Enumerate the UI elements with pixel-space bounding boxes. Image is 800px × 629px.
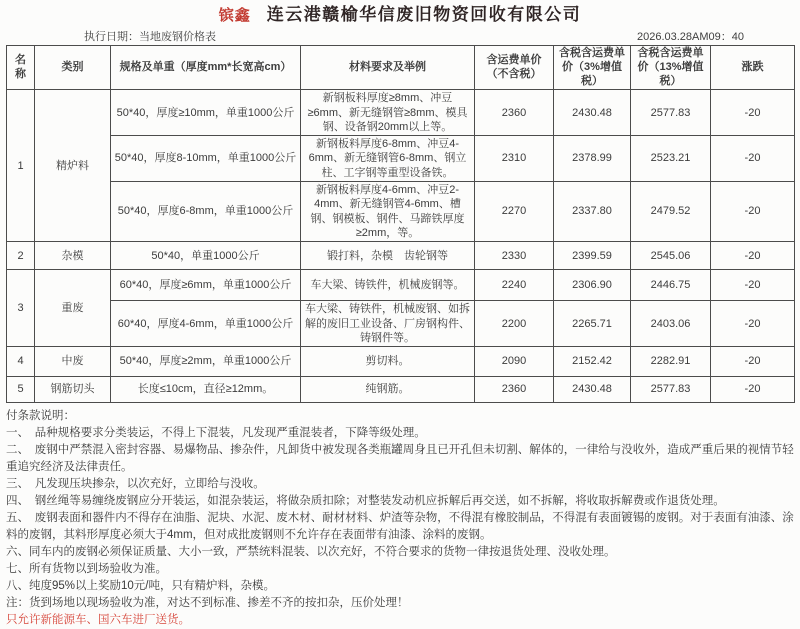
- material-cell: 锻打料，杂模 齿轮钢等: [301, 242, 475, 270]
- note-item-3: 三、 凡发现压块掺杂，以次充好，立即给与没收。: [6, 478, 265, 491]
- category-cell: 精炉料: [35, 90, 111, 242]
- material-cell: 新钢板料厚度6-8mm、冲豆4-6mm、新无缝钢管6-8mm、钢立柱、工字钢等重型设备铁。: [301, 136, 475, 182]
- price-13pct-cell: 2545.06: [631, 242, 711, 270]
- price-13pct-cell: 2479.52: [631, 182, 711, 242]
- material-cell: 新钢板料厚度4-6mm、冲豆2-4mm、新无缝钢管4-6mm、槽钢、钢模板、钢件、马蹄铁厚度≥2mm，等。: [301, 182, 475, 242]
- notes-title: 付条款说明：: [6, 410, 75, 423]
- price-no-tax-cell: 2240: [475, 270, 554, 301]
- category-cell: 重废: [35, 270, 111, 347]
- spec-cell: 60*40，厚度≥6mm，单重1000公斤: [111, 270, 301, 301]
- sub-header: [6, 27, 794, 45]
- price-3pct-cell: 2430.48: [554, 377, 631, 403]
- row-number: 4: [7, 347, 35, 377]
- price-no-tax-cell: 2270: [475, 182, 554, 242]
- table-row: [7, 182, 795, 242]
- change-cell: -20: [711, 136, 795, 182]
- spec-cell: 60*40，厚度4-6mm，单重1000公斤: [111, 301, 301, 347]
- note-item-5: 五、 废钢表面和器件内不得存在油脂、泥块、水泥、废木材、耐材材料、炉渣等杂物，不得混有橡胶制品，不得混有表面镀锡的废钢。对于表面有油漆、涂料的废钢，其料形厚度必须大于4mm，但对成批废钢则不允许存在表面带有油漆、涂料的废钢。: [6, 512, 794, 542]
- table-row: [7, 90, 795, 136]
- table-header-row: [7, 46, 795, 90]
- price-3pct-cell: 2152.42: [554, 347, 631, 377]
- spec-cell: 50*40，厚度6-8mm，单重1000公斤: [111, 182, 301, 242]
- col-header-price-13pct: 含税含运费单价（13%增值税）: [631, 46, 711, 90]
- spec-cell: 50*40，厚度≥2mm，单重1000公斤: [111, 347, 301, 377]
- material-cell: 剪切料。: [301, 347, 475, 377]
- price-no-tax-cell: 2360: [475, 377, 554, 403]
- category-cell: 杂模: [35, 242, 111, 270]
- price-3pct-cell: 2306.90: [554, 270, 631, 301]
- row-number: 5: [7, 377, 35, 403]
- table-row: [7, 136, 795, 182]
- price-no-tax-cell: 2200: [475, 301, 554, 347]
- price-3pct-cell: 2337.80: [554, 182, 631, 242]
- price-table: [6, 45, 795, 403]
- category-cell: 中废: [35, 347, 111, 377]
- price-13pct-cell: 2577.83: [631, 377, 711, 403]
- price-no-tax-cell: 2330: [475, 242, 554, 270]
- row-number: 3: [7, 270, 35, 347]
- col-header-name: 名称: [7, 46, 35, 90]
- table-row: [7, 242, 795, 270]
- price-sheet: [6, 0, 794, 629]
- price-no-tax-cell: 2090: [475, 347, 554, 377]
- col-header-price-no-tax: 含运费单价（不含税）: [475, 46, 554, 90]
- table-row: [7, 347, 795, 377]
- table-row: [7, 270, 795, 301]
- print-datetime: 2026.03.28AM09：40: [636, 30, 744, 43]
- note-item-2: 二、 废钢中严禁混入密封容器、易爆物品、掺杂件，凡卸货中被发现各类瓶罐周身且已开孔但未切割、解体的，一律给与没收外，造成严重后果的视情节轻重追究经济及法律责任。: [6, 444, 794, 474]
- table-row: [7, 377, 795, 403]
- material-cell: 新钢板料厚度≥8mm、冲豆≥6mm、新无缝钢管≥8mm、模具钢、设备钢20mm以上等。: [301, 90, 475, 136]
- price-13pct-cell: 2282.91: [631, 347, 711, 377]
- price-no-tax-cell: 2310: [475, 136, 554, 182]
- note-item-6: 六、同车内的废钢必须保证质量、大小一致，严禁统料混装、以次充好，不符合要求的货物一律按退货处理、没收处理。: [6, 546, 616, 559]
- col-header-change: 涨跌: [711, 46, 795, 90]
- col-header-category: 类别: [35, 46, 111, 90]
- price-3pct-cell: 2430.48: [554, 90, 631, 136]
- col-header-spec: 规格及单重（厚度mm*长宽高cm）: [111, 46, 301, 90]
- note-item-8: 八、纯度95%以上奖励10元/吨，只有精炉料，杂模。: [6, 580, 276, 593]
- note-item-1: 一、 品种规格要求分类装运，不得上下混装，凡发现严重混装者，下降等级处理。: [6, 427, 426, 440]
- exec-date-label: 执行日期：当地废钢价格表: [84, 30, 216, 43]
- row-number: 2: [7, 242, 35, 270]
- spec-cell: 50*40，单重1000公斤: [111, 242, 301, 270]
- price-3pct-cell: 2378.99: [554, 136, 631, 182]
- category-cell: 钢筋切头: [35, 377, 111, 403]
- change-cell: -20: [711, 301, 795, 347]
- price-13pct-cell: 2446.75: [631, 270, 711, 301]
- table-row: [7, 301, 795, 347]
- spec-cell: 50*40，厚度≥10mm，单重1000公斤: [111, 90, 301, 136]
- price-3pct-cell: 2265.71: [554, 301, 631, 347]
- spec-cell: 长度≤10cm，直径≥12mm。: [111, 377, 301, 403]
- change-cell: -20: [711, 270, 795, 301]
- price-3pct-cell: 2399.59: [554, 242, 631, 270]
- material-cell: 车大梁、铸铁件，机械废钢、如拆解的废旧工业设备、厂房钢构件、铸钢件等。: [301, 301, 475, 347]
- col-header-material: 材料要求及举例: [301, 46, 475, 90]
- col-header-price-3pct: 含税含运费单价（3%增值税）: [554, 46, 631, 90]
- company-logo: 镔鑫: [218, 7, 251, 24]
- change-cell: -20: [711, 377, 795, 403]
- change-cell: -20: [711, 182, 795, 242]
- page-title: [6, 2, 794, 27]
- spec-cell: 50*40，厚度8-10mm，单重1000公斤: [111, 136, 301, 182]
- price-13pct-cell: 2523.21: [631, 136, 711, 182]
- red-restriction-note: 只允许新能源车、国六车进厂送货。: [6, 614, 190, 627]
- price-13pct-cell: 2403.06: [631, 301, 711, 347]
- change-cell: -20: [711, 242, 795, 270]
- row-number: 1: [7, 90, 35, 242]
- note-item-7: 七、所有货物以到场验收为准。: [6, 563, 167, 576]
- company-name: 连云港赣榆华信废旧物资回收有限公司: [266, 5, 582, 24]
- price-13pct-cell: 2577.83: [631, 90, 711, 136]
- material-cell: 车大梁、铸铁件，机械废钢等。: [301, 270, 475, 301]
- terms-notes: [6, 408, 794, 629]
- note-item-4: 四、 钢丝绳等易缠绕废钢应分开装运，如混杂装运，将做杂质扣除；对整装发动机应拆解后再交送，如不拆解，将收取拆解费或作退货处理。: [6, 495, 725, 508]
- price-no-tax-cell: 2360: [475, 90, 554, 136]
- note-item-extra: 注：货到场地以现场验收为准，对达不到标准、掺差不齐的按扣杂，压价处理！: [6, 597, 409, 610]
- change-cell: -20: [711, 347, 795, 377]
- change-cell: -20: [711, 90, 795, 136]
- material-cell: 纯钢筋。: [301, 377, 475, 403]
